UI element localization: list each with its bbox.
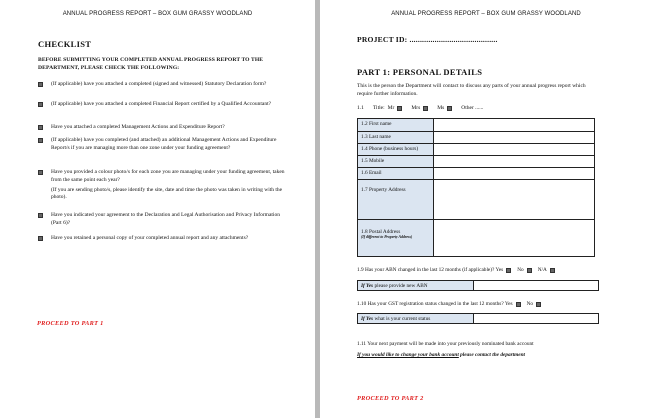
checklist-item — [38, 212, 288, 228]
checklist-intro: BEFORE SUBMITTING YOUR COMPLETED ANNUAL PROGRESS REPORT TO THE DEPARTMENT, PLEASE CHECK THE FOLLOWING: — [38, 57, 264, 71]
checkbox[interactable] — [38, 213, 43, 218]
details-row — [358, 119, 594, 131]
checkbox-abn-na[interactable] — [550, 268, 555, 273]
checklist-item-text: Have you indicated your agreement to the Declaration and Legal Authorisation and Privacy Information (Part 6)? — [51, 212, 280, 226]
checklist-item — [38, 235, 288, 243]
gst-status-field[interactable] — [474, 314, 598, 323]
checkbox-abn-yes[interactable] — [506, 268, 511, 273]
details-label: 1.7 Property Address — [358, 180, 434, 219]
checkbox-gst-yes[interactable] — [516, 302, 521, 307]
checklist-item-text: Have you attached a completed Management Actions and Expenditure Report? — [51, 124, 225, 130]
details-label: 1.6 Email — [358, 168, 434, 179]
details-row — [358, 167, 594, 179]
new-abn-label-text: please provide new ABN — [373, 283, 428, 289]
if-yes-text: If Yes — [361, 316, 374, 322]
checklist-item — [38, 101, 288, 109]
checklist-item-note: (If you are sending photo/s, please identify the site, date and time the photo was taken in writing with the photo). — [51, 186, 283, 201]
title-option-mr: Mr — [387, 105, 395, 111]
new-abn-field[interactable] — [474, 281, 598, 290]
checkbox[interactable] — [38, 170, 43, 175]
last-name-field[interactable] — [434, 132, 594, 143]
checkbox-abn-no[interactable] — [527, 268, 532, 273]
details-row — [358, 131, 594, 143]
checklist-item — [38, 124, 288, 132]
abn-na-label: N/A — [537, 267, 547, 273]
details-row — [358, 155, 594, 167]
part-1-title: PART 1: PERSONAL DETAILS — [357, 67, 483, 77]
checklist-item — [38, 169, 288, 202]
details-label: 1.2 First name — [358, 119, 434, 131]
gst-question — [357, 301, 547, 307]
email-field[interactable] — [434, 168, 594, 179]
gst-status-label-text: what is your current status — [373, 316, 431, 322]
details-row — [358, 179, 594, 219]
personal-details-table — [357, 118, 595, 257]
checklist-item — [38, 137, 288, 153]
new-abn-label — [358, 281, 474, 290]
bank-account-statement: 1.11 Your next payment will be made into your previously nominated bank account — [357, 341, 534, 347]
checkbox[interactable] — [38, 125, 43, 130]
checkbox-gst-no[interactable] — [536, 302, 541, 307]
title-row — [357, 105, 483, 111]
title-option-mrs: Mrs — [411, 105, 421, 111]
gst-status-row — [357, 313, 599, 324]
details-label-note: (If different to Property Address) — [361, 235, 413, 239]
proceed-part-1: PROCEED TO PART 1 — [37, 320, 104, 327]
page-header: ANNUAL PROGRESS REPORT – BOX GUM GRASSY WOODLAND — [62, 11, 253, 17]
new-abn-row — [357, 280, 599, 291]
checklist-title: CHECKLIST — [38, 39, 92, 49]
first-name-field[interactable] — [434, 119, 594, 131]
phone-field[interactable] — [434, 144, 594, 155]
checklist-item-text: (If applicable) have you attached a completed (signed and witnessed) Statutory Declaration form? — [51, 81, 267, 87]
checkbox[interactable] — [38, 102, 43, 107]
gst-question-text: 1.10 Has your GST registration status changed in the last 12 months? Yes — [357, 301, 513, 307]
checklist-item-text: (If applicable) have you completed (and attached) an additional Management Actions and Expenditure Report/s if you are managing more than one zone under your funding agreement? — [51, 137, 277, 151]
proceed-part-2: PROCEED TO PART 2 — [357, 395, 424, 402]
mobile-field[interactable] — [434, 156, 594, 167]
abn-question — [357, 267, 561, 273]
bank-account-note — [357, 352, 525, 358]
page-header: ANNUAL PROGRESS REPORT – BOX GUM GRASSY WOODLAND — [391, 11, 581, 17]
gst-status-label — [358, 314, 474, 323]
checkbox-mrs[interactable] — [423, 106, 428, 111]
details-row — [358, 143, 594, 155]
abn-no-label: No — [517, 267, 524, 273]
checkbox[interactable] — [38, 236, 43, 241]
title-number: 1.1 — [357, 105, 364, 111]
title-option-other: Other ...... — [461, 105, 484, 111]
property-address-field[interactable] — [434, 180, 594, 219]
details-label: 1.5 Mobile — [358, 156, 434, 167]
checkbox-mr[interactable] — [397, 106, 402, 111]
details-label: 1.4 Phone (business hours) — [358, 144, 434, 155]
page-left — [0, 0, 315, 418]
title-label: Title: — [372, 105, 385, 111]
checklist-item-text: (If applicable) have you attached a completed Financial Report certified by a Qualified Accountant? — [51, 101, 272, 107]
abn-question-text: 1.9 Has your ABN changed in the last 12 months (if applicable)? Yes — [357, 267, 504, 273]
details-label-postal — [358, 220, 434, 256]
title-option-ms: Ms — [437, 105, 445, 111]
checklist-item — [38, 81, 288, 89]
details-label: 1.3 Last name — [358, 132, 434, 143]
details-label: 1.8 Postal Address — [361, 229, 401, 235]
checkbox[interactable] — [38, 138, 43, 143]
gst-no-label: No — [526, 301, 534, 307]
checkbox-ms[interactable] — [447, 106, 452, 111]
bank-note-rest: please contact the department — [458, 352, 526, 358]
project-id: PROJECT ID: .......................................... — [357, 35, 498, 44]
checklist-item-text: Have you retained a personal copy of your completed annual report and any attachments? — [51, 235, 249, 241]
checklist-item-text: Have you provided a colour photo/s for each zone you are managing under your funding agreement, taken from the same point each year? — [51, 169, 285, 183]
part-1-intro: This is the person the Department will contact to discuss any parts of your annual progress report which require further information. — [357, 83, 586, 97]
details-row — [358, 219, 594, 256]
checkbox[interactable] — [38, 82, 43, 87]
if-yes-text: If Yes — [361, 283, 374, 289]
bank-note-underlined: If you would like to change your bank account — [357, 352, 459, 358]
postal-address-field[interactable] — [434, 220, 594, 256]
